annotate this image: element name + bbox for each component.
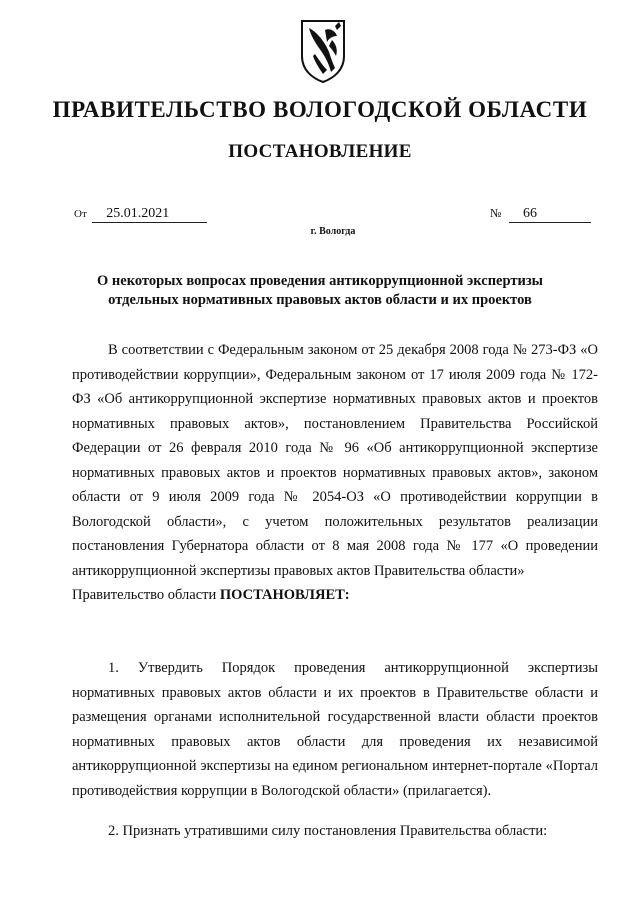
- coat-of-arms-icon: [299, 18, 347, 84]
- item-2-text: 2. Признать утратившими силу постановления Правительства области:: [108, 823, 548, 839]
- document-date: 25.01.2021: [92, 206, 207, 223]
- date-prefix: От: [74, 208, 87, 220]
- document-type: ПОСТАНОВЛЕНИЕ: [228, 141, 412, 162]
- number-row: [490, 206, 591, 223]
- decree-lead: Правительство области: [72, 587, 217, 603]
- preamble-paragraph: [72, 338, 598, 583]
- city-label: г. Вологда: [310, 226, 356, 237]
- item-1: [72, 656, 598, 803]
- preamble-text: В соответствии с Федеральным законом от 25 декабря 2008 года № 273-ФЗ «О противодействии коррупции», Федеральным законом от 17 июля 2009 года № 172-ФЗ «Об антикоррупционной экспертизе нормативных правовых актов и проектов нормативных правовых актов», постановлением Правительства Российской Федерации от 26 февраля 2010 года № 96 «Об антикоррупционной экспертизе нормативных правовых актов и проектов нормативных правовых актов», законом области от 9 июля 2009 года № 2054-ОЗ «О противодействии коррупции в Вологодской области», с учетом положительных результатов реализации постановления Губернатора области от 8 мая 2008 года № 177 «О проведении антикоррупционной экспертизы правовых актов Правительства области»: [72, 342, 598, 579]
- document-number: 66: [509, 206, 591, 223]
- government-title: ПРАВИТЕЛЬСТВО ВОЛОГОДСКОЙ ОБЛАСТИ: [52, 97, 588, 122]
- item-2: [72, 819, 598, 844]
- decree-line: [72, 583, 598, 608]
- number-prefix: №: [490, 206, 502, 220]
- preamble-block: [72, 338, 598, 608]
- decree-word: ПОСТАНОВЛЯЕТ:: [219, 587, 350, 603]
- document-subject: О некоторых вопросах проведения антикоррупционной экспертизы отдельных нормативных правовых актов области и их проектов: [97, 273, 543, 308]
- item-1-text: 1. Утвердить Порядок проведения антикоррупционной экспертизы нормативных правовых актов области и их проектов в Правительстве области и размещения органами исполнительной государственной власти области проектов нормативных правовых актов области для проведения их независимой антикоррупционной экспертизы на едином региональном интернет-портале «Портал противодействия коррупции в Вологодской области» (прилагается).: [72, 660, 598, 799]
- date-row: [74, 206, 207, 223]
